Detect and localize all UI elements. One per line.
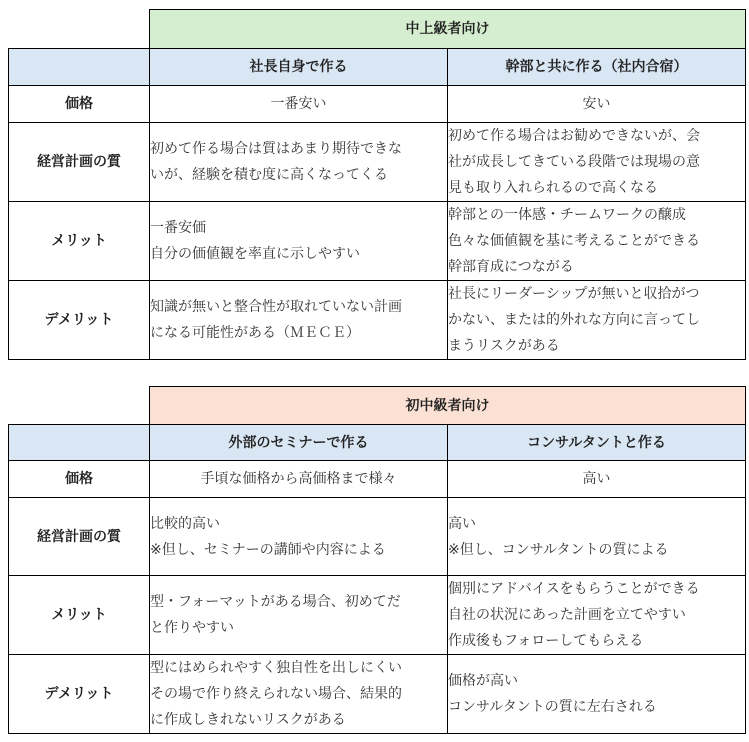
cell-line: いが、経験を積む度に高くなってくる xyxy=(150,167,388,183)
group-title: 初中級者向け xyxy=(150,387,746,425)
cell-line: 社が成長してきている段階では現場の意 xyxy=(448,154,700,170)
cell-line: 高い xyxy=(448,515,476,532)
table-cell xyxy=(448,202,746,281)
cell-line: 自社の状況にあった計画を立てやすい xyxy=(448,607,686,623)
table-cell xyxy=(150,576,448,655)
cell-line: 初めて作る場合は質はあまり期待できな xyxy=(150,141,402,157)
column-header: コンサルタントと作る xyxy=(448,425,746,461)
cell-line: 見も取り入れられるので高くなる xyxy=(448,180,658,196)
cell-line: 初めて作る場合はお勧めできないが、会 xyxy=(448,128,700,144)
cell-line: 一番安価 xyxy=(150,220,206,236)
cell-line: 型にはめられやすく独自性を出しにくい xyxy=(150,660,402,676)
corner-blank xyxy=(9,10,150,49)
table-cell xyxy=(150,461,448,498)
cell-line: コンサルタントの質に左右される xyxy=(448,699,657,715)
cell-line: ※但し、コンサルタントの質による xyxy=(448,541,669,558)
table-cell xyxy=(448,86,746,123)
row-label-merit: メリット xyxy=(9,576,150,655)
cell-line: に作成しきれないリスクがある xyxy=(150,712,346,728)
group-title: 中上級者向け xyxy=(150,10,746,49)
cell-line: 高い xyxy=(582,471,611,487)
table-row xyxy=(9,498,746,576)
row-label-merit: メリット xyxy=(9,202,150,281)
cell-line: 安い xyxy=(582,96,611,112)
cell-line: 価格が高い xyxy=(448,673,518,689)
cell-line: になる可能性がある（ＭＥＣＥ） xyxy=(150,325,360,341)
table-row xyxy=(9,576,746,655)
table-cell xyxy=(448,655,746,734)
row-label-demerit: デメリット xyxy=(9,655,150,734)
cell-line: 自分の価値観を率直に示しやすい xyxy=(150,246,360,262)
row-label-demerit: デメリット xyxy=(9,281,150,360)
cell-line: 個別にアドバイスをもらうことができる xyxy=(448,581,700,597)
header-blank-cell xyxy=(9,425,150,461)
cell-line: 型・フォーマットがある場合、初めてだ xyxy=(150,594,401,610)
table-cell xyxy=(150,123,448,202)
beginner-comparison-table xyxy=(8,386,746,734)
cell-line: 比較的高い xyxy=(150,515,220,532)
table-cell xyxy=(150,498,448,576)
table-cell xyxy=(448,461,746,498)
cell-line: かない、または的外れな方向に言ってし xyxy=(448,312,700,328)
table-cell xyxy=(150,86,448,123)
table-cell xyxy=(150,202,448,281)
table-cell xyxy=(448,576,746,655)
cell-line: 色々な価値観を基に考えることができる xyxy=(448,233,700,249)
cell-line: 一番安い xyxy=(270,96,327,112)
cell-line: まうリスクがある xyxy=(448,338,560,354)
column-header: 幹部と共に作る（社内合宿） xyxy=(448,49,746,86)
cell-line: ※但し、セミナーの講師や内容による xyxy=(150,541,386,558)
table-row xyxy=(9,123,746,202)
cell-line: その場で作り終えられない場合、結果的 xyxy=(150,686,402,702)
row-label-quality: 経営計画の質 xyxy=(9,123,150,202)
row-label-quality: 経営計画の質 xyxy=(9,498,150,576)
table-cell xyxy=(448,498,746,576)
header-blank-cell xyxy=(9,49,150,86)
cell-line: 幹部との一体感・チームワークの醸成 xyxy=(448,207,686,223)
cell-line: と作りやすい xyxy=(150,620,234,636)
cell-line: 社長にリーダーシップが無いと収拾がつ xyxy=(448,286,700,302)
cell-line: 作成後もフォローしてもらえる xyxy=(448,633,644,649)
cell-line: 知識が無いと整合性が取れていない計画 xyxy=(150,299,402,315)
row-label-price: 価格 xyxy=(9,461,150,498)
column-header: 外部のセミナーで作る xyxy=(150,425,448,461)
row-label-price: 価格 xyxy=(9,86,150,123)
corner-blank xyxy=(9,387,150,425)
table-cell xyxy=(150,655,448,734)
table-row xyxy=(9,461,746,498)
table-cell xyxy=(448,281,746,360)
column-header: 社長自身で作る xyxy=(150,49,448,86)
cell-line: 手頃な価格から高価格まで様々 xyxy=(200,471,397,487)
table-cell xyxy=(150,281,448,360)
table-row xyxy=(9,655,746,734)
table-cell xyxy=(448,123,746,202)
table-row xyxy=(9,281,746,360)
cell-line: 幹部育成につながる xyxy=(448,259,574,275)
table-row xyxy=(9,86,746,123)
advanced-comparison-table xyxy=(8,9,746,360)
table-row xyxy=(9,202,746,281)
